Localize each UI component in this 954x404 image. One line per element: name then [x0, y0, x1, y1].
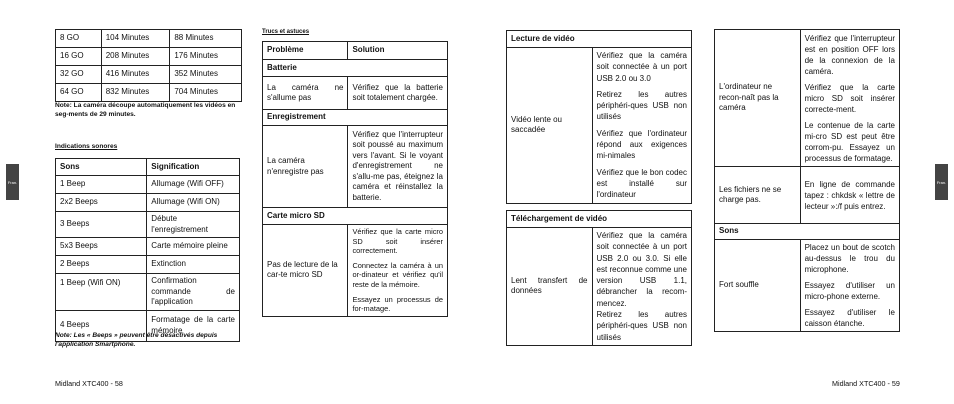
language-tab-left — [6, 164, 19, 200]
tips-heading: Trucs et astuces — [262, 29, 310, 35]
section-title: Lecture de vidéo — [507, 31, 692, 48]
solution-cell — [592, 228, 691, 346]
problem-cell: La caméra n'enregistre pas — [263, 126, 348, 208]
table-cell: Confirmation commande de l'application — [147, 274, 240, 311]
page-footer-right: Midland XTC400 - 59 — [832, 379, 900, 388]
solution-line: Placez un bout de scotch au-dessus le trou du microphone. — [804, 243, 895, 274]
table-row — [715, 30, 900, 167]
table-cell: Extinction — [147, 256, 240, 274]
solution-cell — [800, 30, 899, 167]
table-header-cell: Problème — [263, 42, 348, 60]
solution-cell: Vérifiez que la batterie soit totalement chargée. — [348, 77, 448, 110]
table-cell: Formatage de la carte mémoire — [147, 310, 240, 341]
table-cell: 88 Minutes — [170, 30, 242, 48]
sounds-table — [55, 158, 240, 342]
table-cell: 352 Minutes — [170, 66, 242, 84]
page-footer-left: Midland XTC400 - 58 — [55, 379, 123, 388]
table-header-cell: Signification — [147, 159, 240, 176]
table-header-cell: Sons — [56, 159, 147, 176]
problem-cell: L'ordinateur ne recon-naît pas la caméra — [715, 30, 801, 167]
video-download-table — [506, 210, 692, 346]
table-row — [263, 77, 448, 110]
solution-line: Vérifiez que la carte micro SD soit insérer correcte-ment. — [804, 82, 895, 114]
table-cell: 208 Minutes — [101, 48, 170, 66]
recording-time-table — [55, 29, 242, 102]
table-row — [56, 194, 240, 212]
table-cell: Débute l'enregistrement — [147, 212, 240, 238]
table-cell: 32 GO — [56, 66, 102, 84]
solution-line: Vérifiez que la carte micro SD soit insérer correctement. — [352, 227, 443, 256]
table-row — [507, 48, 692, 204]
section-row — [263, 208, 448, 225]
table-header-row — [263, 42, 448, 60]
table-row — [56, 66, 242, 84]
table-cell: 1 Beep — [56, 176, 147, 194]
table-row — [56, 48, 242, 66]
solution-cell — [800, 240, 899, 332]
table-cell: 3 Beeps — [56, 212, 147, 238]
language-tab-right — [935, 164, 948, 200]
table-row — [56, 176, 240, 194]
solution-line: Essayez d'utiliser le caisson étanche. — [804, 308, 895, 328]
solution-cell — [348, 225, 448, 317]
computer-table — [714, 29, 900, 332]
table-cell: 4 Beeps — [56, 310, 147, 341]
table-cell: Allumage (Wifi OFF) — [147, 176, 240, 194]
table-cell: Carte mémoire pleine — [147, 238, 240, 256]
solution-line: Le contenue de la carte mi-cro SD est peut être corrom-pu. Essayez un processus de formatage. — [804, 120, 895, 163]
table-cell: 2 Beeps — [56, 256, 147, 274]
solution-line: Vérifiez que le bon codec est installé sur l'ordinateur — [596, 167, 687, 200]
section-row — [715, 224, 900, 240]
table-row — [56, 212, 240, 238]
problem-cell: Pas de lecture de la car-te micro SD — [263, 225, 348, 317]
solution-line: Connectez la caméra à un or-dinateur et vérifiez qu'il reste de la mémoire. — [352, 260, 443, 289]
table-row — [263, 225, 448, 317]
solution-cell: En ligne de commande tapez : chkdsk « lettre de lecteur »:/f puis entrez. — [800, 167, 899, 224]
tab-label: Fran. — [7, 179, 18, 185]
troubleshooting-table — [262, 41, 448, 317]
table-row — [56, 274, 240, 311]
problem-cell: Vidéo lente ou saccadée — [507, 48, 593, 204]
section-row — [507, 31, 692, 48]
problem-cell: Lent transfert de données — [507, 228, 593, 346]
section-title: Carte micro SD — [263, 208, 448, 225]
solution-line: Vérifiez que l'ordinateur répond aux exigences mi-nimales — [596, 128, 687, 161]
table-row — [56, 238, 240, 256]
tab-label: Fran. — [936, 179, 947, 185]
table-row — [715, 240, 900, 332]
solution-line: Essayez d'utiliser un micro-phone externe. — [804, 281, 895, 301]
table-header-cell: Solution — [348, 42, 448, 60]
table-row — [56, 30, 242, 48]
solution-line: Vérifiez que la caméra soit connectée à un port USB 2.0 ou 3.0. Si elle est reconnue comme une version USB 1.1, débrancher la recom-mencez. — [596, 231, 687, 308]
table-cell: 176 Minutes — [170, 48, 242, 66]
section-title: Sons — [715, 224, 900, 240]
table-cell: 64 GO — [56, 84, 102, 102]
table-row — [507, 228, 692, 346]
solution-line: Retirez les autres périphéri-ques USB non utilisés — [596, 89, 687, 122]
solution-line: Vérifiez que l'interrupteur est en position OFF lors de la connexion de la caméra. — [804, 33, 895, 76]
table-row — [263, 126, 448, 208]
solution-cell: Vérifiez que l'interrupteur soit poussé au maximum vers l'avant. Si le voyant d'enregistrement ne s'allu-me pas, éteignez la caméra et réinstallez la batterie. — [348, 126, 448, 208]
problem-cell: Les fichiers ne se charge pas. — [715, 167, 801, 224]
solution-line: Essayez un processus de for-matage. — [352, 294, 443, 314]
table-row — [56, 256, 240, 274]
table-cell: 1 Beep (Wifi ON) — [56, 274, 147, 311]
solution-line: Vérifiez que la caméra soit connectée à un port USB 2.0 ou 3.0 — [596, 51, 687, 83]
note-segments: Note: La caméra découpe automatiquement les vidéos en seg-ments de 29 minutes. — [55, 102, 236, 118]
table-cell: 416 Minutes — [101, 66, 170, 84]
problem-cell: Fort souffle — [715, 240, 801, 332]
section-row — [263, 110, 448, 126]
table-row — [56, 84, 242, 102]
table-row — [715, 167, 900, 224]
note-beeps: Note: Les « Beeps » peuvent être désactivés depuis l'application Smartphone. — [55, 332, 218, 348]
table-cell: 704 Minutes — [170, 84, 242, 102]
table-cell: 104 Minutes — [101, 30, 170, 48]
section-row — [263, 60, 448, 77]
section-row — [507, 211, 692, 228]
sounds-heading: Indications sonores — [55, 143, 118, 150]
section-title: Batterie — [263, 60, 448, 77]
section-title: Téléchargement de vidéo — [507, 211, 692, 228]
solution-line: Retirez les autres périphéri-ques USB non utilisés — [596, 310, 687, 342]
table-cell: Allumage (Wifi ON) — [147, 194, 240, 212]
section-title: Enregistrement — [263, 110, 448, 126]
table-cell: 8 GO — [56, 30, 102, 48]
table-cell: 832 Minutes — [101, 84, 170, 102]
problem-cell: La caméra ne s'allume pas — [263, 77, 348, 110]
video-playback-table — [506, 30, 692, 204]
table-header-row — [56, 159, 240, 176]
table-cell: 2x2 Beeps — [56, 194, 147, 212]
solution-cell — [592, 48, 691, 204]
table-cell: 16 GO — [56, 48, 102, 66]
table-cell: 5x3 Beeps — [56, 238, 147, 256]
